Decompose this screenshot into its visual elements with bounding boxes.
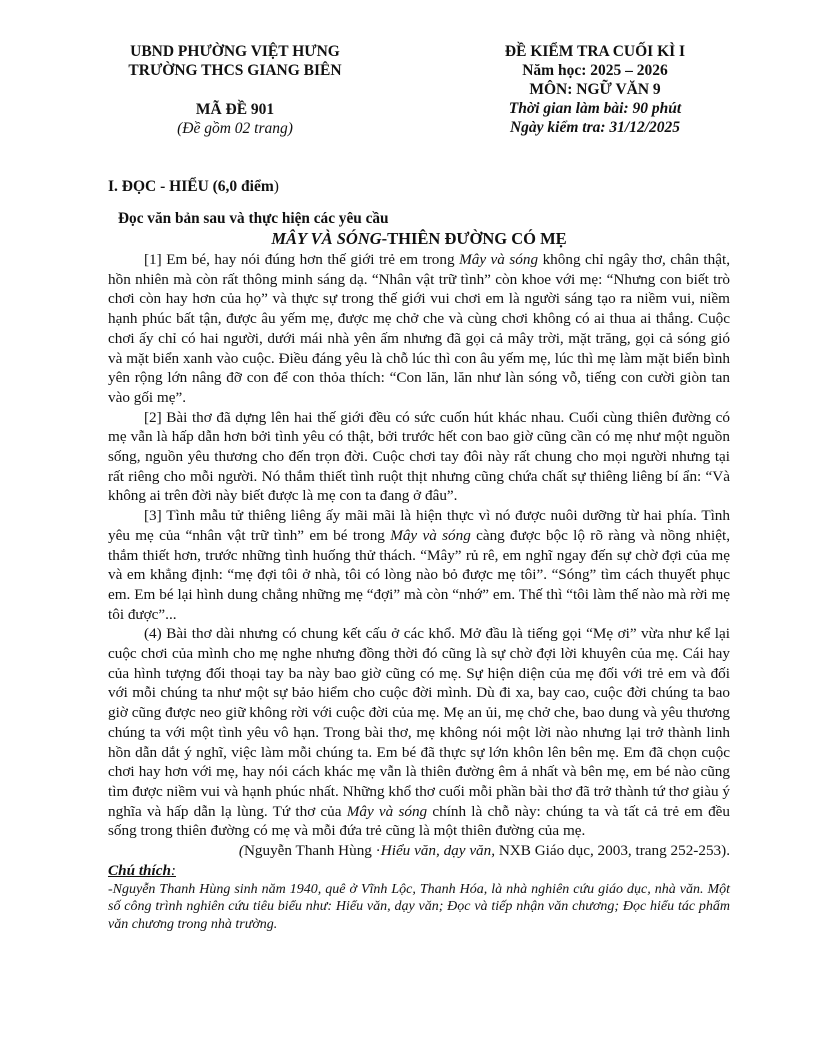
passage-body [108,250,730,933]
school-year: Năm học: 2025 – 2026 [522,62,668,79]
exam-duration: Thời gian làm bài: 90 phút [508,100,682,117]
note-text: -Nguyễn Thanh Hùng sinh năm 1940, quê ở Vĩnh Lộc, Thanh Hóa, là nhà nghiên cứu giáo dục, nhà văn. Một số công trình nghiên cứu tiêu biểu như: Hiểu văn, dạy văn; Đọc và tiếp nhận văn chương; Đọc hiểu tác phẩm văn chương trong nhà trường. [108,881,730,932]
passage-source: (Nguyễn Thanh Hùng ·Hiểu văn, dạy văn, NXB Giáo dục, 2003, trang 252-253). [238,842,730,860]
note-heading: Chú thích: [108,861,176,879]
page-count: (Đề gồm 02 trang) [177,120,293,137]
instruction: Đọc văn bản sau và thực hiện các yêu cầu [118,210,389,227]
paragraph-1: [1] Em bé, hay nói đúng hơn thế giới trẻ em trong Mây và sóng không chỉ ngây thơ, chân thật, hồn nhiên mà còn rất thông minh sáng dạ. “Nhân vật trữ tình” còn khoe với mẹ: “Nhưng con biết trò chơi còn hay hơn của họ” và thực sự trong thế giới vui chơi em là người sáng tạo ra niềm vui, niềm hạnh phúc bất tận, được âu yếm mẹ, được mẹ chở che và cùng chơi không có ai thua ai thắng. Cuộc chơi ấy chỉ có hai người, dưới mái nhà yên ấm nhưng đã gọi cả mây trời, mặt trăng, gọi cả sóng gió và mặt biển xanh vào cuộc. Điều đáng yêu là chỗ lúc thì con âu yếm mẹ, lúc thì mẹ làm mặt biển bình yên rộng lớn nâng đỡ con để con thỏa thích: “Con lăn, lăn như làn sóng vỗ, tiếng con cười giòn tan vào gối mẹ”. [108,251,731,406]
paragraph-3: [3] Tình mẫu tử thiêng liêng ấy mãi mãi là hiện thực vì nó được nuôi dưỡng từ hai phía. Tình yêu mẹ của “nhân vật trữ tình” em bé trong Mây và sóng càng được bộc lộ rõ ràng và nồng nhiệt, thắm thiết hơn, trước những tình huống thử thách. “Mây” rủ rê, em nghĩ ngay đến sự chờ đợi của mẹ và em khẳng định: “mẹ đợi tôi ở nhà, tôi có lòng nào bỏ được mẹ tôi”. “Sóng” tìm cách thuyết phục em. Em bé lại hình dung chẳng những mẹ “đợi” mà còn “nhớ” em. Thế thì “tôi làm thế nào mà rời mẹ tôi được”... [108,507,730,623]
exam-date: Ngày kiểm tra: 31/12/2025 [509,119,681,136]
school-name: TRƯỜNG THCS GIANG BIÊN [128,62,342,79]
header-right [460,42,730,137]
exam-code: MÃ ĐỀ 901 [195,101,275,118]
paragraph-2: [2] Bài thơ đã dựng lên hai thế giới đều có sức cuốn hút khác nhau. Cuối cùng thiên đường có mẹ vẫn là hấp dẫn hơn bởi tình yêu có thật, bởi trước hết con bao giờ cũng cần có mẹ như một nguồn sống, nguồn yêu thương cho đến trọn đời. Cuộc chơi tay đôi này rất chung cho mọi người nhưng tại rất riêng cho mỗi người. Nó thắm thiết tình ruột thịt nhưng cũng chứa chất sự thiêng liêng bí ẩn: “Và không ai trên đời này biết được là mẹ con ta đang ở đâu”. [108,408,730,505]
section-heading: I. ĐỌC - HIỂU (6,0 điểm) [108,178,279,195]
authority-name: UBND PHƯỜNG VIỆT HƯNG [130,43,340,60]
passage-title: MÂY VÀ SÓNG-THIÊN ĐƯỜNG CÓ MẸ [271,229,567,248]
subject: MÔN: NGỮ VĂN 9 [529,81,661,98]
header-left [100,42,370,138]
exam-title: ĐỀ KIỂM TRA CUỐI KÌ I [504,43,686,60]
paragraph-4: (4) Bài thơ dài nhưng có chung kết cấu ở các khổ. Mở đầu là tiếng gọi “Mẹ ơi” vừa như kể lại cuộc chơi của mình cho mẹ nghe nhưng đồng thời đó cũng là sự chờ đợi lời khuyên của mẹ. Cái hay của hình tượng đối thoại tay ba này bao giờ cũng có mẹ. Sự hiện diện của mẹ đối với trẻ em và đối với mỗi chúng ta như một sự bảo hiểm cho cuộc đời mình. Dù đi xa, bay cao, cuộc đời chúng ta bao giờ cũng được neo giữ không rời với cuộc đời của mẹ. Mẹ an ủi, mẹ chở che, bao dung và yêu thương chúng ta với một tình yêu vô hạn. Trong bài thơ, mẹ không nói một lời nào nhưng lại trở thành linh hồn dẫn dắt ý nghĩ, việc làm mỗi chúng ta. Em bé đã thực sự lớn khôn lên bên mẹ. Em đã chọn cuộc chơi hay hơn với mẹ, hay nói cách khác mẹ vẫn là thiên đường êm ả nhất và bên mẹ, em bé nào cũng tìm được niềm vui và hạnh phúc nhất. Những khổ thơ cuối mỗi phần bài thơ đã trở thành tứ thơ giàu ý nghĩa và hấp dẫn lạ lùng. Tứ thơ của Mây và sóng chính là chỗ này: chúng ta và tất cả trẻ em đều sống trong thiên đường có mẹ và mỗi đứa trẻ cũng là một thiên đường của mẹ. [108,625,730,840]
